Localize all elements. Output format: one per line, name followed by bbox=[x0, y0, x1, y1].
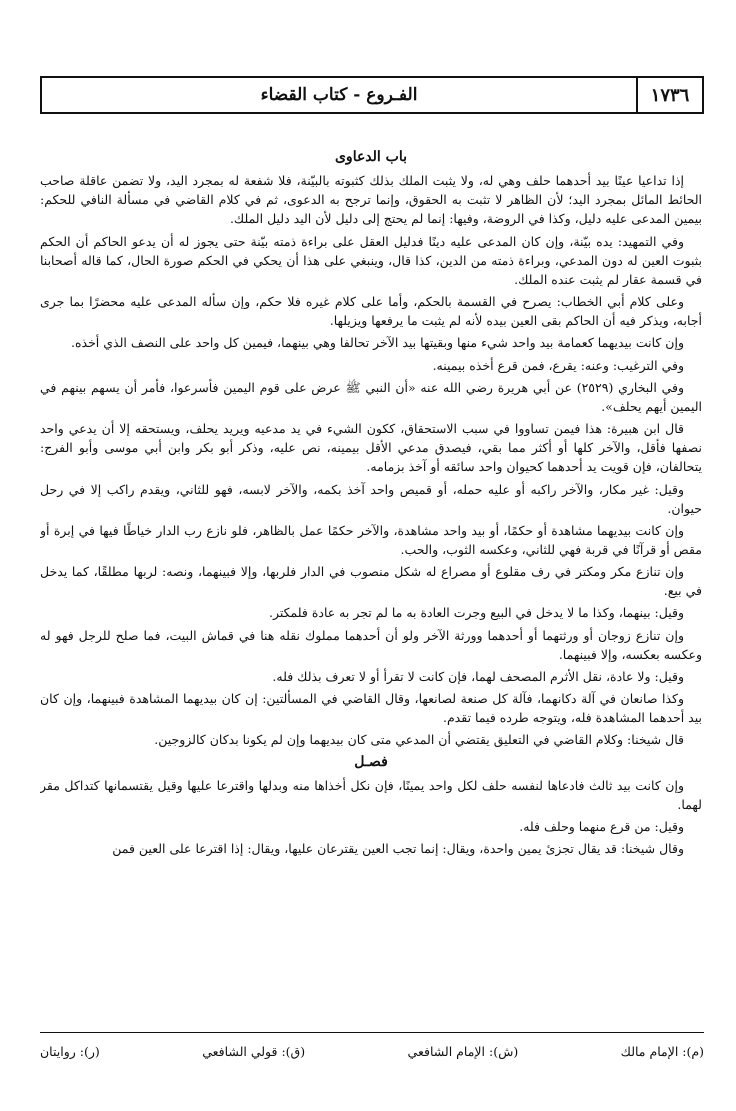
footer-abbrev-riwayatan: (ر): روايتان bbox=[40, 1044, 100, 1059]
paragraph: وقال شيخنا: قد يقال تجزئ يمين واحدة، ويقال: إنما تجب العين يقترعان عليها، ويقال: إذا اقترعا على العين فمن bbox=[112, 841, 684, 857]
paragraph: وعلى كلام أبي الخطاب: يصرح في القسمة بالحكم، وأما على كلام غيره فلا حكم، وإن سأله المدعى عليه محضرًا بما جرى أجابه، ويذكر فيه أن الحاكم بقى العين بيده لأنه لم يثبت ما يرفعها ويزيلها. bbox=[40, 294, 702, 329]
paragraph-list bbox=[40, 171, 702, 749]
footer-abbrev-qawl: (ق): قولي الشافعي bbox=[202, 1044, 306, 1059]
paragraph: قال شيخنا: وكلام القاضي في التعليق يقتضي أن المدعي متى كان بيديهما وإن لم يكونا بدكان كالزوجين. bbox=[154, 732, 684, 748]
fasl-heading: فصـل bbox=[354, 753, 388, 770]
footer-abbrev-shafii: (ش): الإمام الشافعي bbox=[407, 1044, 519, 1059]
paragraph: وإن كانت بيديهما كعمامة بيد واحد شيء منها وبقيتها بيد الآخر تحالفا وهي بينهما، فيمين كل واحد على النصف الذي أخذه. bbox=[70, 335, 684, 351]
paragraph: وقيل: ولا عادة، نقل الأثرم المصحف لهما، فإن كانت لا تقرأ أو لا تعرف بذلك فله. bbox=[272, 668, 684, 684]
paragraph: وإن كانت بيد ثالث فادعاها لنفسه حلف لكل واحد يمينًا، فإن نكل أخذاها منه وبدلها واقترعا عليها وقيل يقتسمانها كتداكل مقر لهما. bbox=[40, 777, 702, 812]
paragraph: وإن تنازع مكر ومكتر في رف مقلوع أو مصراع له شكل منصوب في الدار فلربها، وإلا فبينهما، ونصه: لربها مطلقًا، كما يدخل في بيع. bbox=[40, 564, 702, 599]
footer-abbrev-malik: (م): الإمام مالك bbox=[620, 1044, 704, 1059]
page-footer bbox=[40, 1044, 704, 1066]
main-text bbox=[40, 146, 702, 982]
paragraph: وكذا صانعان في آلة دكانهما، فآلة كل صنعة لصانعها، وقال القاضي في المسألتين: إن كان بيديهما المشاهدة فبينهما، وإن كان بيد أحدهما المشاهدة فله، ويتوجه طرده فيما تقدم. bbox=[40, 691, 702, 726]
paragraph: وفي التمهيد: يده بيّنة، وإن كان المدعى عليه دينًا فدليل العقل على براءة ذمته بيّنة حتى يجوز له أن يدعو الحاكم أن الحكم بثبوت العين له دون المدعي، وبراءة ذمته من الدين، كذا قال، وينبغي على هذا أن يحكي في الحكم صورة الحال، كما قاله أصحابنا في قسمة عقار لم يثبت عنده الملك. bbox=[40, 233, 702, 287]
paragraph: وفي البخاري (٢٥٢٩) عن أبي هريرة رضي الله عنه «أن النبي ﷺ عرض على قوم اليمين فأسرعوا، فأمر أن يسهم بينهم في اليمين أيهم يحلف». bbox=[40, 379, 702, 414]
paragraph-list-after bbox=[40, 776, 702, 859]
paragraph: وإن كانت بيديهما مشاهدة أو حكمًا، أو بيد واحد مشاهدة، والآخر حكمًا عمل بالظاهر، فلو نازع رب الدار خياطًا فيها في إبرة أو مقص أو قرآنًا في قربة فهي للثاني، وعكسه الثوب، والحب. bbox=[40, 522, 702, 557]
section-title: باب الدعاوى bbox=[334, 149, 408, 165]
paragraph: إذا تداعيا عينًا بيد أحدهما حلف وهي له، ولا يثبت الملك بذلك كثبوته بالبيّنة، فلا شفعة له بمجرد اليد، ولا تضمن عاقلة صاحب الحائط المائل بمجرد اليد؛ لأن الظاهر لا تثبت به الحقوق، وإنما ترجح به الدعوى، ثم في كلام القاضي في مسألة النافي للحكم: بيمين المدعى عليه دليل، وكذا في الروضة، وفيها: إنما لم يحتج إلى دليل لأن اليد دليل الملك. bbox=[40, 173, 702, 227]
footer-divider bbox=[40, 1032, 704, 1033]
paragraph: وإن تنازع زوجان أو ورثتهما أو أحدهما وورثة الآخر ولو أن أحدهما مملوك نقله هنا في قماش البيت، فما صلح للرجل فهو له وعكسه بعكسه، وإلا فبينهما. bbox=[40, 627, 702, 662]
paragraph: قال ابن هبيرة: هذا فيمن تساووا في سبب الاستحقاق، ككون الشيء في يد مدعيه ويريد يحلف، ويستحقه إلا أن يدعي واحد نصفها فأقل، والآخر كلها أو أكثر مما بقي، فيصدق مدعي الأقل بيمينه، نص عليه، وذكر أبو بكر وابن أبي موسى وأبو الفرج: يتحالفان، فإن قويت يد أحدهما كحيوان واحد سائقه أو آخذ بزمامه. bbox=[40, 421, 702, 475]
running-title: الفـروع - كتاب القضاء bbox=[260, 85, 418, 105]
paragraph: وفي الترغيب: وعنه: يقرع، فمن قرع أخذه بيمينه. bbox=[432, 357, 684, 373]
paragraph: وقيل: بينهما، وكذا ما لا يدخل في البيع وجرت العادة به ما لم تجر به عادة فلمكتر. bbox=[268, 605, 684, 621]
page-number: ١٧٣٦ bbox=[636, 78, 702, 112]
paragraph: وقيل: من قرع منهما وحلف فله. bbox=[519, 819, 684, 834]
page-header bbox=[40, 76, 704, 114]
paragraph: وقيل: غير مكار، والآخر راكبه أو عليه حمله، أو قميص واحد آخذ بكمه، والآخر لابسه، فهو للثاني، ويقدم راكب إلا في رحل حيوان. bbox=[40, 481, 702, 516]
